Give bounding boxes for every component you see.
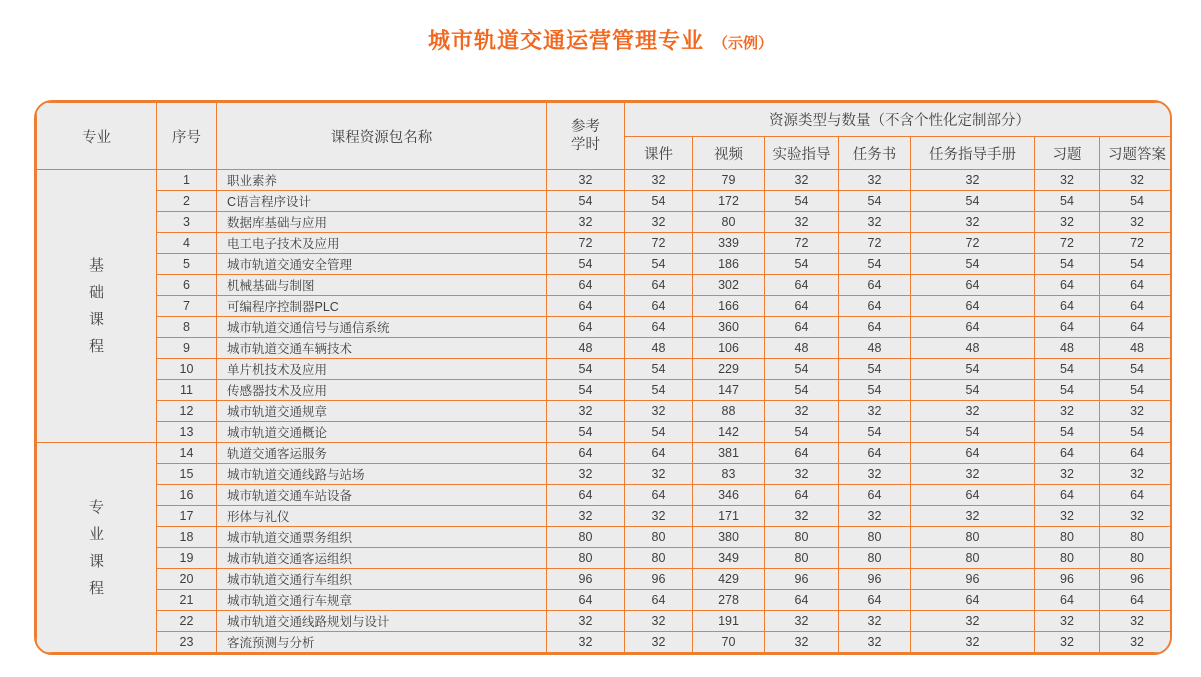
col-header-ref-hours xyxy=(547,103,625,170)
resource-count-cell-5: 64 xyxy=(1035,317,1100,338)
page-title-suffix: （示例） xyxy=(712,35,773,52)
resource-count-cell-4: 96 xyxy=(911,569,1035,590)
resource-count-cell-6: 48 xyxy=(1100,338,1173,359)
table-row xyxy=(37,359,1173,380)
course-name-cell: 单片机技术及应用 xyxy=(217,359,547,380)
resource-count-cell-4: 80 xyxy=(911,527,1035,548)
table-row xyxy=(37,422,1173,443)
resource-count-cell-1: 191 xyxy=(693,611,765,632)
course-name-cell: 客流预测与分析 xyxy=(217,632,547,653)
resource-count-cell-5: 72 xyxy=(1035,233,1100,254)
ref-hours-cell: 54 xyxy=(547,380,625,401)
course-name-cell: 城市轨道交通行车组织 xyxy=(217,569,547,590)
course-name-cell: C语言程序设计 xyxy=(217,191,547,212)
table-row xyxy=(37,611,1173,632)
resource-count-cell-1: 172 xyxy=(693,191,765,212)
row-index-cell: 6 xyxy=(157,275,217,296)
course-name-cell: 城市轨道交通概论 xyxy=(217,422,547,443)
resource-count-cell-3: 80 xyxy=(839,527,911,548)
resource-count-cell-4: 32 xyxy=(911,170,1035,191)
resource-count-cell-5: 54 xyxy=(1035,254,1100,275)
table-row xyxy=(37,380,1173,401)
resource-count-cell-2: 54 xyxy=(765,422,839,443)
table-row xyxy=(37,254,1173,275)
resource-count-cell-4: 64 xyxy=(911,590,1035,611)
resource-count-cell-3: 48 xyxy=(839,338,911,359)
resource-count-cell-0: 54 xyxy=(625,422,693,443)
resource-count-cell-5: 54 xyxy=(1035,191,1100,212)
resource-count-cell-2: 64 xyxy=(765,275,839,296)
resource-count-cell-1: 80 xyxy=(693,212,765,233)
resource-count-cell-4: 32 xyxy=(911,506,1035,527)
resource-count-cell-4: 54 xyxy=(911,254,1035,275)
resource-count-cell-4: 54 xyxy=(911,380,1035,401)
ref-hours-cell: 48 xyxy=(547,338,625,359)
resource-count-cell-4: 64 xyxy=(911,485,1035,506)
row-index-cell: 1 xyxy=(157,170,217,191)
ref-hours-cell: 72 xyxy=(547,233,625,254)
course-table-body xyxy=(37,170,1173,653)
resource-count-cell-2: 54 xyxy=(765,191,839,212)
row-index-cell: 20 xyxy=(157,569,217,590)
resource-count-cell-6: 32 xyxy=(1100,464,1173,485)
resource-count-cell-6: 64 xyxy=(1100,317,1173,338)
table-row xyxy=(37,485,1173,506)
resource-count-cell-5: 64 xyxy=(1035,485,1100,506)
col-header-index: 序号 xyxy=(157,103,217,170)
resource-count-cell-2: 72 xyxy=(765,233,839,254)
course-name-cell: 形体与礼仪 xyxy=(217,506,547,527)
ref-hours-cell: 32 xyxy=(547,632,625,653)
resource-count-cell-3: 96 xyxy=(839,569,911,590)
table-row xyxy=(37,233,1173,254)
resource-count-cell-4: 64 xyxy=(911,296,1035,317)
resource-count-cell-5: 64 xyxy=(1035,296,1100,317)
ref-hours-cell: 96 xyxy=(547,569,625,590)
course-name-cell: 城市轨道交通行车规章 xyxy=(217,590,547,611)
resource-count-cell-0: 32 xyxy=(625,611,693,632)
col-header-resource-3: 任务书 xyxy=(839,137,911,170)
resource-count-cell-3: 32 xyxy=(839,611,911,632)
resource-count-cell-2: 48 xyxy=(765,338,839,359)
table-row xyxy=(37,191,1173,212)
ref-hours-cell: 32 xyxy=(547,506,625,527)
resource-count-cell-2: 54 xyxy=(765,254,839,275)
course-name-cell: 城市轨道交通安全管理 xyxy=(217,254,547,275)
ref-hours-cell: 64 xyxy=(547,443,625,464)
resource-count-cell-4: 54 xyxy=(911,359,1035,380)
resource-count-cell-6: 54 xyxy=(1100,254,1173,275)
resource-count-cell-2: 96 xyxy=(765,569,839,590)
ref-hours-cell: 80 xyxy=(547,548,625,569)
row-index-cell: 4 xyxy=(157,233,217,254)
col-header-resource-0: 课件 xyxy=(625,137,693,170)
resource-count-cell-5: 32 xyxy=(1035,401,1100,422)
resource-count-cell-6: 64 xyxy=(1100,590,1173,611)
resource-count-cell-6: 64 xyxy=(1100,296,1173,317)
row-index-cell: 22 xyxy=(157,611,217,632)
resource-count-cell-1: 349 xyxy=(693,548,765,569)
resource-count-cell-1: 381 xyxy=(693,443,765,464)
course-name-cell: 轨道交通客运服务 xyxy=(217,443,547,464)
table-row xyxy=(37,317,1173,338)
course-name-cell: 城市轨道交通信号与通信系统 xyxy=(217,317,547,338)
ref-hours-cell: 32 xyxy=(547,401,625,422)
resource-count-cell-3: 64 xyxy=(839,443,911,464)
row-index-cell: 7 xyxy=(157,296,217,317)
row-index-cell: 23 xyxy=(157,632,217,653)
resource-count-cell-0: 80 xyxy=(625,548,693,569)
ref-hours-cell: 64 xyxy=(547,590,625,611)
ref-hours-cell: 54 xyxy=(547,254,625,275)
resource-count-cell-0: 54 xyxy=(625,254,693,275)
ref-hours-cell: 32 xyxy=(547,611,625,632)
table-row xyxy=(37,590,1173,611)
resource-count-cell-6: 64 xyxy=(1100,443,1173,464)
resource-count-cell-0: 64 xyxy=(625,590,693,611)
col-header-resource-2: 实验指导 xyxy=(765,137,839,170)
table-row xyxy=(37,296,1173,317)
resource-count-cell-2: 32 xyxy=(765,401,839,422)
table-row xyxy=(37,464,1173,485)
resource-count-cell-5: 48 xyxy=(1035,338,1100,359)
page-title xyxy=(0,0,1201,56)
resource-count-cell-1: 83 xyxy=(693,464,765,485)
resource-count-cell-1: 142 xyxy=(693,422,765,443)
table-row xyxy=(37,506,1173,527)
resource-count-cell-2: 32 xyxy=(765,611,839,632)
col-header-course-name: 课程资源包名称 xyxy=(217,103,547,170)
row-index-cell: 5 xyxy=(157,254,217,275)
resource-count-cell-3: 54 xyxy=(839,380,911,401)
resource-count-cell-5: 54 xyxy=(1035,380,1100,401)
resource-count-cell-2: 54 xyxy=(765,380,839,401)
resource-count-cell-5: 96 xyxy=(1035,569,1100,590)
resource-count-cell-1: 70 xyxy=(693,632,765,653)
resource-count-cell-6: 54 xyxy=(1100,380,1173,401)
resource-count-cell-1: 346 xyxy=(693,485,765,506)
resource-count-cell-4: 54 xyxy=(911,422,1035,443)
row-index-cell: 12 xyxy=(157,401,217,422)
row-index-cell: 17 xyxy=(157,506,217,527)
row-index-cell: 15 xyxy=(157,464,217,485)
resource-count-cell-1: 429 xyxy=(693,569,765,590)
course-name-cell: 城市轨道交通票务组织 xyxy=(217,527,547,548)
table-row xyxy=(37,338,1173,359)
col-header-resource-1: 视频 xyxy=(693,137,765,170)
resource-count-cell-4: 54 xyxy=(911,191,1035,212)
resource-count-cell-6: 80 xyxy=(1100,548,1173,569)
col-header-resource-6: 习题答案 xyxy=(1100,137,1173,170)
col-header-resource-4: 任务指导手册 xyxy=(911,137,1035,170)
ref-hours-cell: 32 xyxy=(547,464,625,485)
group-label: 基础课程 xyxy=(88,257,104,355)
resource-count-cell-4: 64 xyxy=(911,275,1035,296)
resource-count-cell-1: 229 xyxy=(693,359,765,380)
resource-count-cell-0: 64 xyxy=(625,317,693,338)
row-index-cell: 9 xyxy=(157,338,217,359)
resource-count-cell-2: 64 xyxy=(765,590,839,611)
ref-hours-label: 参考学时 xyxy=(570,118,600,153)
resource-count-cell-1: 88 xyxy=(693,401,765,422)
ref-hours-cell: 64 xyxy=(547,317,625,338)
resource-count-cell-6: 80 xyxy=(1100,527,1173,548)
resource-count-cell-6: 72 xyxy=(1100,233,1173,254)
resource-count-cell-4: 80 xyxy=(911,548,1035,569)
resource-count-cell-3: 32 xyxy=(839,464,911,485)
resource-count-cell-3: 64 xyxy=(839,590,911,611)
course-name-cell: 传感器技术及应用 xyxy=(217,380,547,401)
resource-count-cell-5: 32 xyxy=(1035,464,1100,485)
resource-count-cell-3: 64 xyxy=(839,296,911,317)
course-table xyxy=(36,102,1172,653)
resource-count-cell-2: 80 xyxy=(765,548,839,569)
resource-count-cell-2: 64 xyxy=(765,443,839,464)
resource-count-cell-3: 64 xyxy=(839,485,911,506)
resource-count-cell-3: 32 xyxy=(839,170,911,191)
resource-count-cell-1: 186 xyxy=(693,254,765,275)
resource-count-cell-0: 54 xyxy=(625,380,693,401)
table-row xyxy=(37,569,1173,590)
course-name-cell: 电工电子技术及应用 xyxy=(217,233,547,254)
resource-count-cell-6: 96 xyxy=(1100,569,1173,590)
resource-count-cell-4: 64 xyxy=(911,317,1035,338)
resource-count-cell-0: 64 xyxy=(625,275,693,296)
row-index-cell: 11 xyxy=(157,380,217,401)
resource-count-cell-6: 54 xyxy=(1100,422,1173,443)
resource-count-cell-3: 54 xyxy=(839,359,911,380)
resource-count-cell-3: 32 xyxy=(839,506,911,527)
resource-count-cell-0: 32 xyxy=(625,632,693,653)
table-row xyxy=(37,443,1173,464)
row-index-cell: 21 xyxy=(157,590,217,611)
ref-hours-cell: 80 xyxy=(547,527,625,548)
col-header-resource-5: 习题 xyxy=(1035,137,1100,170)
resource-count-cell-4: 64 xyxy=(911,443,1035,464)
resource-count-cell-3: 72 xyxy=(839,233,911,254)
resource-count-cell-0: 72 xyxy=(625,233,693,254)
resource-count-cell-1: 106 xyxy=(693,338,765,359)
row-index-cell: 10 xyxy=(157,359,217,380)
course-name-cell: 数据库基础与应用 xyxy=(217,212,547,233)
row-index-cell: 14 xyxy=(157,443,217,464)
course-name-cell: 城市轨道交通客运组织 xyxy=(217,548,547,569)
resource-count-cell-3: 64 xyxy=(839,275,911,296)
course-name-cell: 城市轨道交通车站设备 xyxy=(217,485,547,506)
resource-count-cell-4: 48 xyxy=(911,338,1035,359)
resource-count-cell-3: 80 xyxy=(839,548,911,569)
resource-count-cell-0: 32 xyxy=(625,212,693,233)
resource-count-cell-0: 32 xyxy=(625,506,693,527)
resource-count-cell-0: 54 xyxy=(625,191,693,212)
resource-count-cell-5: 54 xyxy=(1035,359,1100,380)
course-name-cell: 可编程序控制器PLC xyxy=(217,296,547,317)
resource-count-cell-3: 32 xyxy=(839,632,911,653)
resource-count-cell-5: 80 xyxy=(1035,548,1100,569)
resource-count-cell-4: 32 xyxy=(911,611,1035,632)
resource-count-cell-6: 64 xyxy=(1100,485,1173,506)
resource-count-cell-2: 64 xyxy=(765,485,839,506)
resource-count-cell-5: 54 xyxy=(1035,422,1100,443)
resource-count-cell-3: 54 xyxy=(839,191,911,212)
resource-count-cell-2: 54 xyxy=(765,359,839,380)
resource-count-cell-4: 32 xyxy=(911,632,1035,653)
resource-count-cell-1: 171 xyxy=(693,506,765,527)
resource-count-cell-3: 54 xyxy=(839,254,911,275)
resource-count-cell-2: 32 xyxy=(765,506,839,527)
resource-count-cell-0: 48 xyxy=(625,338,693,359)
resource-count-cell-1: 147 xyxy=(693,380,765,401)
resource-count-cell-5: 64 xyxy=(1035,443,1100,464)
course-name-cell: 城市轨道交通规章 xyxy=(217,401,547,422)
course-resource-table xyxy=(34,100,1172,655)
table-row xyxy=(37,548,1173,569)
resource-count-cell-0: 32 xyxy=(625,401,693,422)
course-name-cell: 城市轨道交通线路规划与设计 xyxy=(217,611,547,632)
ref-hours-cell: 64 xyxy=(547,296,625,317)
resource-count-cell-1: 166 xyxy=(693,296,765,317)
col-header-resource-group: 资源类型与数量（不含个性化定制部分） xyxy=(625,103,1173,137)
course-name-cell: 城市轨道交通车辆技术 xyxy=(217,338,547,359)
resource-count-cell-2: 32 xyxy=(765,632,839,653)
resource-count-cell-5: 64 xyxy=(1035,275,1100,296)
ref-hours-cell: 54 xyxy=(547,359,625,380)
resource-count-cell-2: 32 xyxy=(765,212,839,233)
ref-hours-cell: 64 xyxy=(547,275,625,296)
resource-count-cell-3: 54 xyxy=(839,422,911,443)
resource-count-cell-2: 80 xyxy=(765,527,839,548)
row-index-cell: 2 xyxy=(157,191,217,212)
resource-count-cell-6: 32 xyxy=(1100,506,1173,527)
table-row xyxy=(37,527,1173,548)
row-index-cell: 18 xyxy=(157,527,217,548)
resource-count-cell-1: 79 xyxy=(693,170,765,191)
resource-count-cell-1: 380 xyxy=(693,527,765,548)
course-name-cell: 机械基础与制图 xyxy=(217,275,547,296)
resource-count-cell-2: 32 xyxy=(765,170,839,191)
resource-count-cell-6: 32 xyxy=(1100,401,1173,422)
resource-count-cell-5: 32 xyxy=(1035,632,1100,653)
resource-count-cell-5: 32 xyxy=(1035,506,1100,527)
resource-count-cell-6: 54 xyxy=(1100,359,1173,380)
ref-hours-cell: 54 xyxy=(547,422,625,443)
resource-count-cell-5: 80 xyxy=(1035,527,1100,548)
table-row xyxy=(37,275,1173,296)
ref-hours-cell: 32 xyxy=(547,170,625,191)
resource-count-cell-6: 64 xyxy=(1100,275,1173,296)
resource-count-cell-4: 32 xyxy=(911,464,1035,485)
row-index-cell: 19 xyxy=(157,548,217,569)
course-name-cell: 城市轨道交通线路与站场 xyxy=(217,464,547,485)
resource-count-cell-5: 32 xyxy=(1035,170,1100,191)
resource-count-cell-3: 32 xyxy=(839,212,911,233)
resource-count-cell-6: 32 xyxy=(1100,170,1173,191)
resource-count-cell-6: 54 xyxy=(1100,191,1173,212)
table-row xyxy=(37,401,1173,422)
resource-count-cell-5: 32 xyxy=(1035,212,1100,233)
resource-count-cell-4: 32 xyxy=(911,401,1035,422)
resource-count-cell-1: 339 xyxy=(693,233,765,254)
resource-count-cell-5: 32 xyxy=(1035,611,1100,632)
row-index-cell: 13 xyxy=(157,422,217,443)
resource-count-cell-6: 32 xyxy=(1100,632,1173,653)
resource-count-cell-0: 32 xyxy=(625,464,693,485)
row-index-cell: 3 xyxy=(157,212,217,233)
group-label-cell xyxy=(37,170,157,443)
resource-count-cell-1: 302 xyxy=(693,275,765,296)
resource-count-cell-3: 32 xyxy=(839,401,911,422)
group-label: 专业课程 xyxy=(88,498,104,597)
resource-count-cell-0: 64 xyxy=(625,443,693,464)
ref-hours-cell: 32 xyxy=(547,212,625,233)
resource-count-cell-2: 64 xyxy=(765,317,839,338)
resource-count-cell-1: 278 xyxy=(693,590,765,611)
resource-count-cell-2: 64 xyxy=(765,296,839,317)
resource-count-cell-0: 96 xyxy=(625,569,693,590)
resource-count-cell-0: 32 xyxy=(625,170,693,191)
ref-hours-cell: 54 xyxy=(547,191,625,212)
resource-count-cell-0: 80 xyxy=(625,527,693,548)
resource-count-cell-4: 32 xyxy=(911,212,1035,233)
course-name-cell: 职业素养 xyxy=(217,170,547,191)
page-title-main: 城市轨道交通运营管理专业 xyxy=(428,28,705,53)
ref-hours-cell: 64 xyxy=(547,485,625,506)
resource-count-cell-6: 32 xyxy=(1100,611,1173,632)
table-row xyxy=(37,632,1173,653)
row-index-cell: 16 xyxy=(157,485,217,506)
resource-count-cell-2: 32 xyxy=(765,464,839,485)
resource-count-cell-0: 54 xyxy=(625,359,693,380)
resource-count-cell-1: 360 xyxy=(693,317,765,338)
resource-count-cell-3: 64 xyxy=(839,317,911,338)
table-row xyxy=(37,170,1173,191)
group-label-cell xyxy=(37,443,157,653)
resource-count-cell-0: 64 xyxy=(625,485,693,506)
resource-count-cell-4: 72 xyxy=(911,233,1035,254)
row-index-cell: 8 xyxy=(157,317,217,338)
resource-count-cell-6: 32 xyxy=(1100,212,1173,233)
table-row xyxy=(37,212,1173,233)
resource-count-cell-5: 64 xyxy=(1035,590,1100,611)
resource-count-cell-0: 64 xyxy=(625,296,693,317)
col-header-major: 专业 xyxy=(37,103,157,170)
